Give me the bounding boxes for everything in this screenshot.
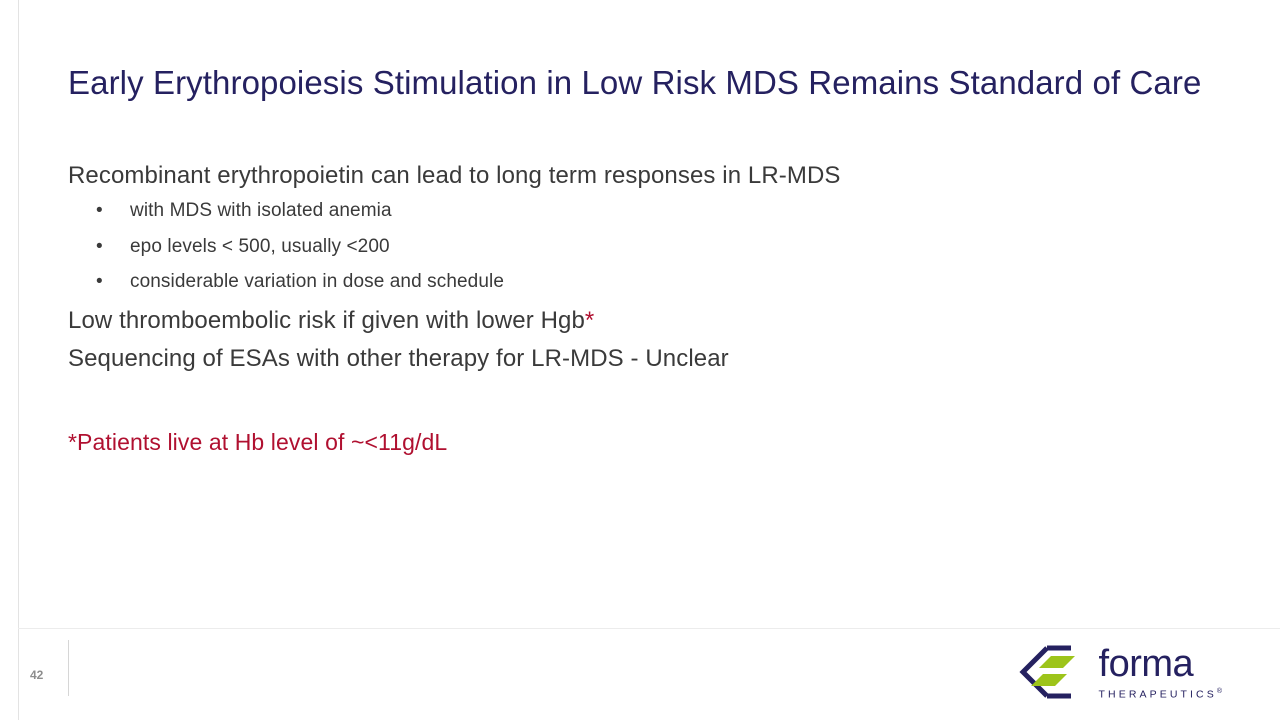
footnote-text: *Patients live at Hb level of ~<11g/dL [68, 429, 448, 456]
footnote-marker: * [584, 307, 595, 335]
list-item-label: epo levels < 500, usually <200 [130, 235, 390, 257]
page-title: Early Erythropoiesis Stimulation in Low Risk MDS Remains Standard of Care [68, 64, 1202, 102]
list-item-label: considerable variation in dose and schedule [130, 271, 504, 293]
slide-body [68, 160, 1218, 458]
footer-divider-horizontal [18, 628, 1280, 629]
body-paragraph-2-text: Low thromboembolic risk if given with lower Hgb [68, 307, 585, 335]
body-paragraph-1: Recombinant erythropoietin can lead to long term responses in LR-MDS [68, 162, 841, 189]
body-paragraph-3: Sequencing of ESAs with other therapy for LR-MDS - Unclear [68, 345, 729, 373]
bullet-marker-icon: • [96, 271, 103, 293]
list-item [68, 269, 1218, 295]
forma-logo [1013, 642, 1222, 704]
left-rule-decoration [18, 0, 19, 720]
bullet-marker-icon: • [96, 200, 103, 222]
page-number: 42 [30, 668, 44, 682]
list-item [68, 234, 1218, 260]
body-paragraph-2 [68, 305, 1218, 336]
forma-tagline-text: THERAPEUTICS [1098, 688, 1217, 701]
bullet-list [68, 198, 1218, 295]
forma-wordmark: forma [1098, 643, 1194, 686]
list-item-label: with MDS with isolated anemia [130, 200, 392, 222]
bullet-marker-icon: • [96, 235, 103, 257]
body-spacer [68, 386, 1218, 428]
forma-tagline [1099, 688, 1222, 701]
footer-divider-vertical [68, 640, 69, 696]
forma-logo-text [1099, 645, 1222, 701]
forma-logo-mark-icon [1013, 642, 1085, 704]
list-item [68, 198, 1218, 224]
registered-mark-icon: ® [1216, 688, 1222, 696]
